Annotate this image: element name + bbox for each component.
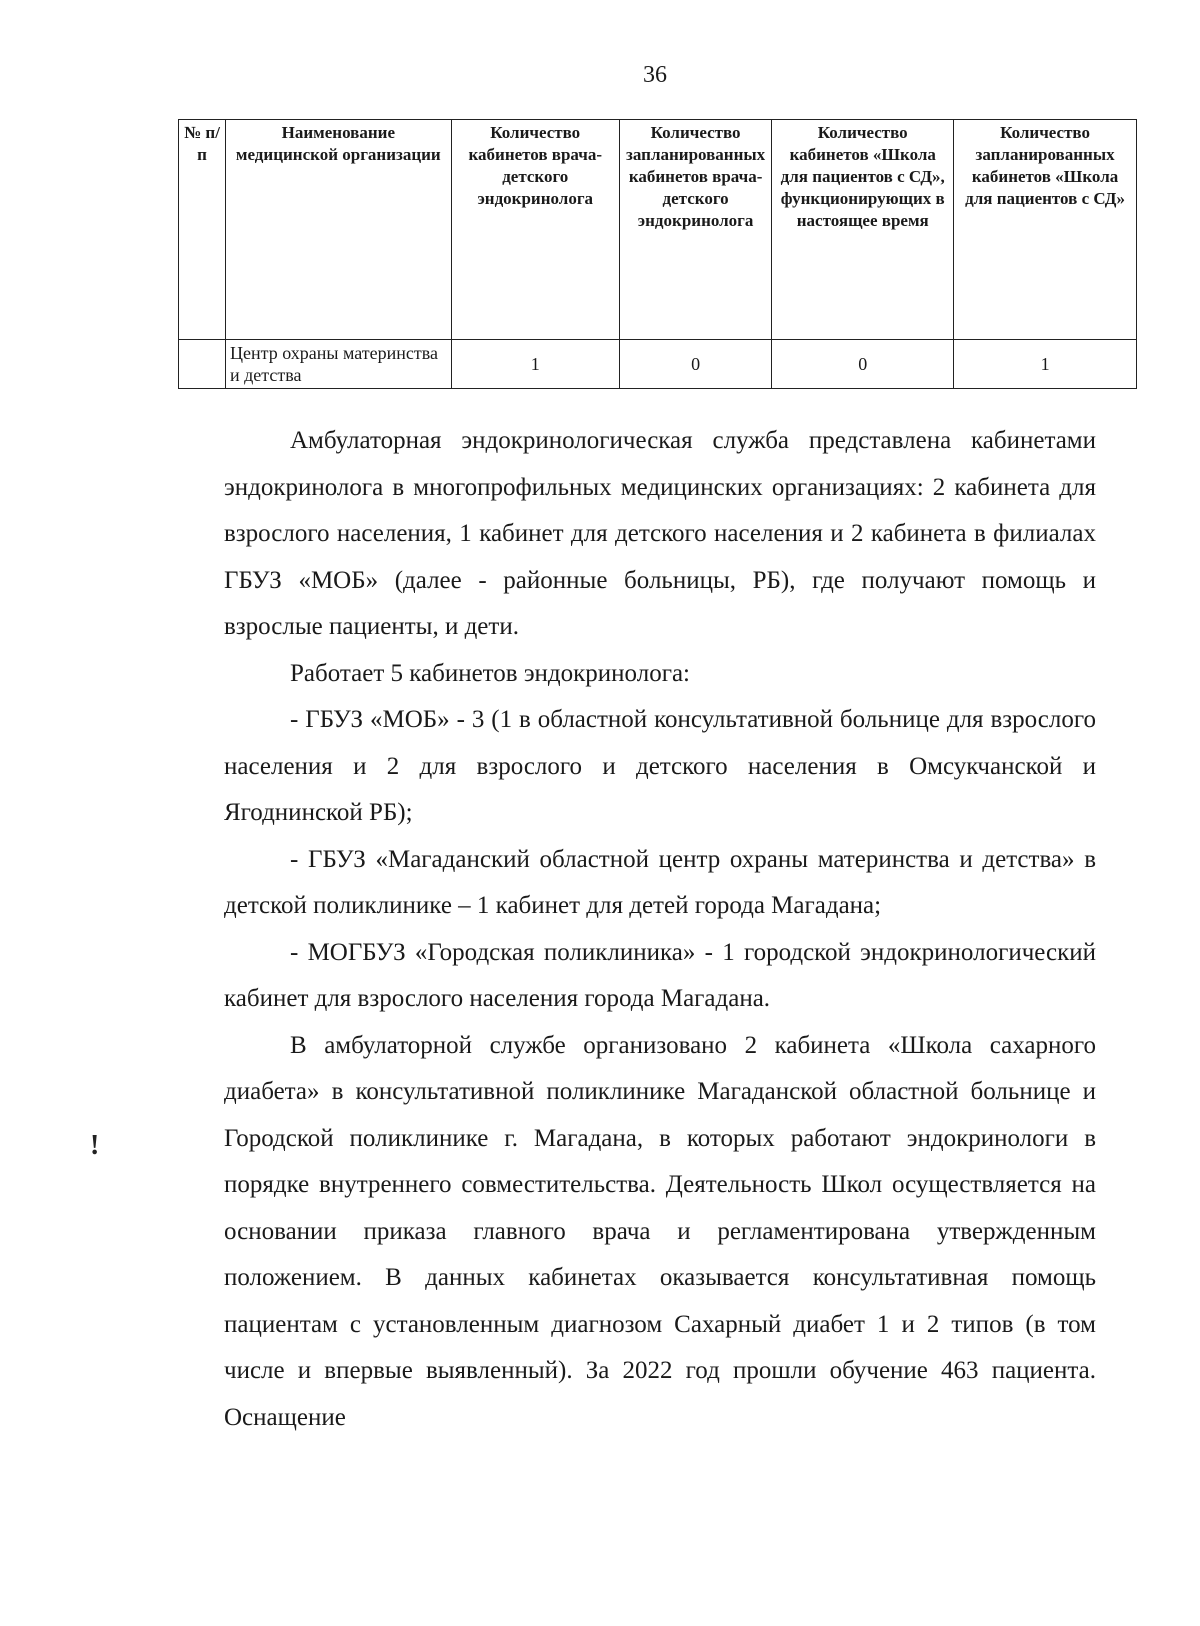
row-diabetes-school-cabinets: 0 — [772, 340, 954, 389]
row-number — [179, 340, 226, 389]
paragraph-ambulatory-service: Амбулаторная эндокринологическая служба представлена кабинетами эндокринолога в многопрофильных медицинских организациях: 2 кабинета для взрослого населения, 1 кабинет для детского населения и 2 кабинета в филиалах ГБУЗ «МОБ» (далее - районные больницы, РБ), где получают помощь и взрослые пациенты, и дети. — [224, 427, 1096, 640]
header-organization: Наименование медицинской организации — [226, 120, 452, 340]
cabinets-table — [178, 119, 1137, 389]
paragraph-list-item-mob: - ГБУЗ «МОБ» - 3 (1 в областной консультативной больнице для взрослого населения и 2 для взрослого и детского населения в Омсукчанской и Ягоднинской РБ); — [224, 706, 1096, 826]
row-endocrinologist-cabinets: 1 — [451, 340, 619, 389]
page-number: 36 — [643, 62, 667, 88]
table-header-row — [179, 120, 1137, 340]
margin-mark: ! — [90, 1130, 100, 1161]
paragraph-diabetes-school: В амбулаторной службе организовано 2 кабинета «Школа сахарного диабета» в консультативной поликлинике Магаданской областной больнице и Городской поликлинике г. Магадана, в которых работают эндокринологи в порядке внутреннего совместительства. Деятельность Школ осуществляется на основании приказа главного врача и регламентирована утвержденным положением. В данных кабинетах оказывается консультативная помощь пациентам с установленным диагнозом Сахарный диабет 1 и 2 типов (в том числе и впервые выявленный). За 2022 год прошли обучение 463 пациента. Оснащение — [224, 1031, 1096, 1431]
row-organization: Центр охраны материнства и детства — [226, 340, 452, 389]
header-number: № п/п — [179, 120, 226, 340]
row-planned-endocrinologist-cabinets: 0 — [619, 340, 772, 389]
body-text — [224, 418, 1096, 1441]
table-row — [179, 340, 1137, 389]
paragraph-cabinets-count: Работает 5 кабинетов эндокринолога: — [290, 659, 690, 687]
paragraph-list-item-city-polyclinic: - МОГБУЗ «Городская поликлиника» - 1 городской эндокринологический кабинет для взрослого населения города Магадана. — [224, 938, 1096, 1012]
row-planned-diabetes-school-cabinets: 1 — [954, 340, 1137, 389]
header-endocrinologist-cabinets: Количество кабинетов врача-детского эндокринолога — [451, 120, 619, 340]
paragraph-list-item-maternity-center: - ГБУЗ «Магаданский областной центр охраны материнства и детства» в детской поликлинике – 1 кабинет для детей города Магадана; — [224, 845, 1096, 919]
header-planned-diabetes-school-cabinets: Количество запланированных кабинетов «Школа для пациентов с СД» — [954, 120, 1137, 340]
header-planned-endocrinologist-cabinets: Количество запланированных кабинетов врача-детского эндокринолога — [619, 120, 772, 340]
header-diabetes-school-cabinets: Количество кабинетов «Школа для пациентов с СД», функционирующих в настоящее время — [772, 120, 954, 340]
